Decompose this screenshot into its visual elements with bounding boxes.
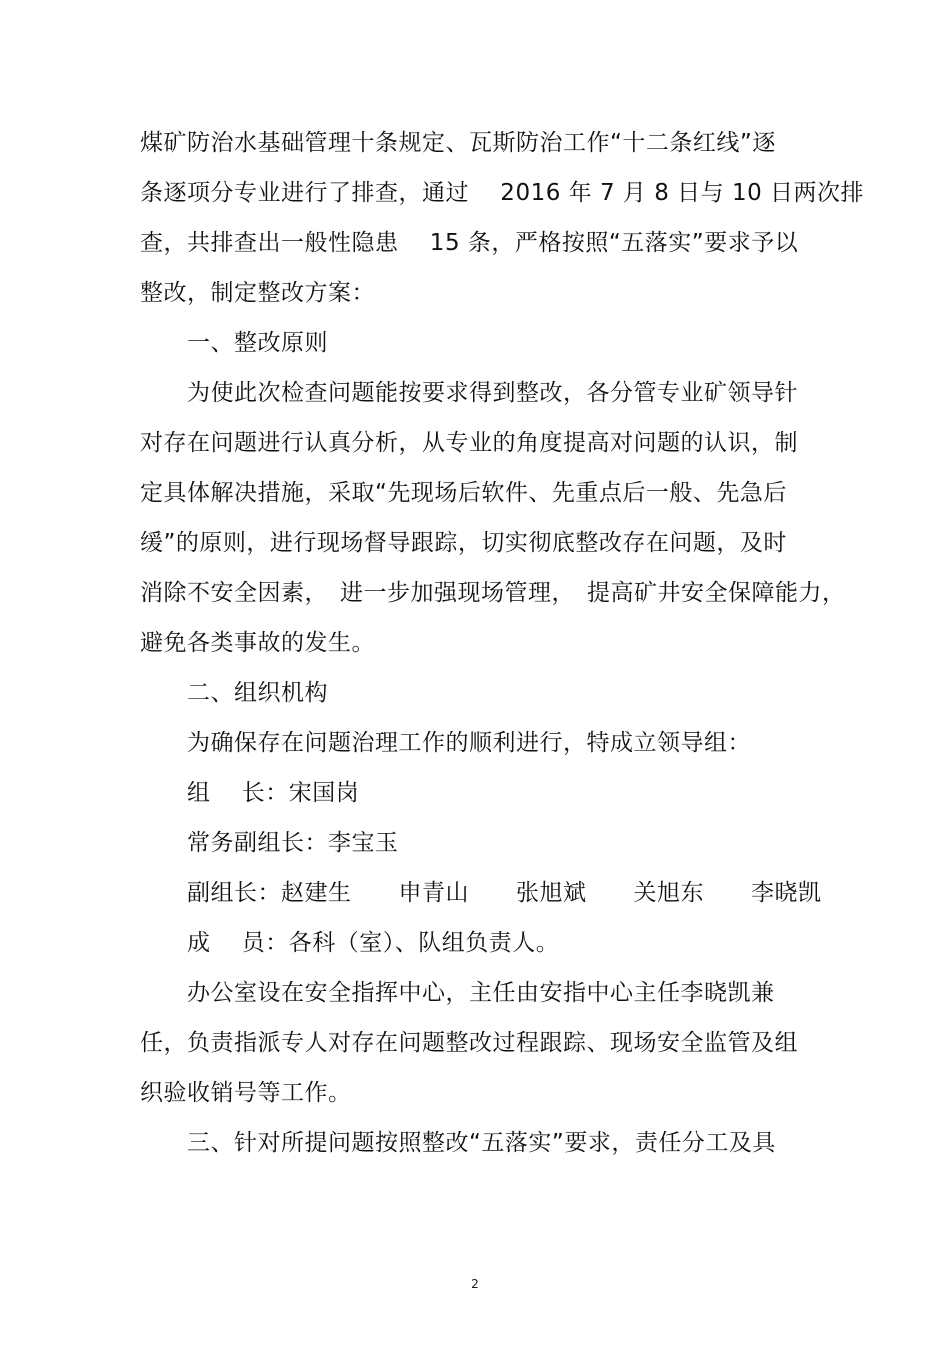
text-line: 织验收销号等工作。 <box>140 1080 352 1106</box>
text-line: 煤矿防治水基础管理十条规定、瓦斯防治工作“十二条红线”逐 <box>140 130 776 156</box>
section-heading-2: 二、组织机构 <box>187 680 328 706</box>
section-heading-1: 一、整改原则 <box>187 330 328 356</box>
text-line: 避免各类事故的发生。 <box>140 630 375 656</box>
text-line: 办公室设在安全指挥中心，主任由安指中心主任李晓凯兼 <box>187 980 775 1006</box>
text-line: 消除不安全因素， 进一步加强现场管理， 提高矿井安全保障能力， <box>140 580 846 606</box>
deputy-leaders-line: 副组长：赵建生 申青山 张旭斌 关旭东 李晓凯 <box>187 880 822 906</box>
text-line: 缓”的原则，进行现场督导跟踪，切实彻底整改存在问题，及时 <box>140 530 787 556</box>
text-line: 对存在问题进行认真分析，从专业的角度提高对问题的认识，制 <box>140 430 798 456</box>
text-line: 查，共排查出一般性隐患 15 条，严格按照“五落实”要求予以 <box>140 230 799 256</box>
section-heading-3: 三、针对所提问题按照整改“五落实”要求，责任分工及具 <box>187 1130 776 1156</box>
group-leader-line: 组 长：宋国岗 <box>187 780 360 806</box>
text-line: 任，负责指派专人对存在问题整改过程跟踪、现场安全监管及组 <box>140 1030 798 1056</box>
text-line: 为使此次检查问题能按要求得到整改，各分管专业矿领导针 <box>187 380 798 406</box>
text-line: 整改，制定整改方案： <box>140 280 375 306</box>
text-line: 为确保存在问题治理工作的顺利进行，特成立领导组： <box>187 730 751 756</box>
executive-deputy-line: 常务副组长：李宝玉 <box>187 830 399 856</box>
text-line: 定具体解决措施，采取“先现场后软件、先重点后一般、先急后 <box>140 480 787 506</box>
page-number: 2 <box>471 1277 479 1291</box>
members-line: 成 员：各科（室）、队组负责人。 <box>187 930 560 956</box>
text-line: 条逐项分专业进行了排查，通过 2016 年 7 月 8 日与 10 日两次排 <box>140 180 865 206</box>
